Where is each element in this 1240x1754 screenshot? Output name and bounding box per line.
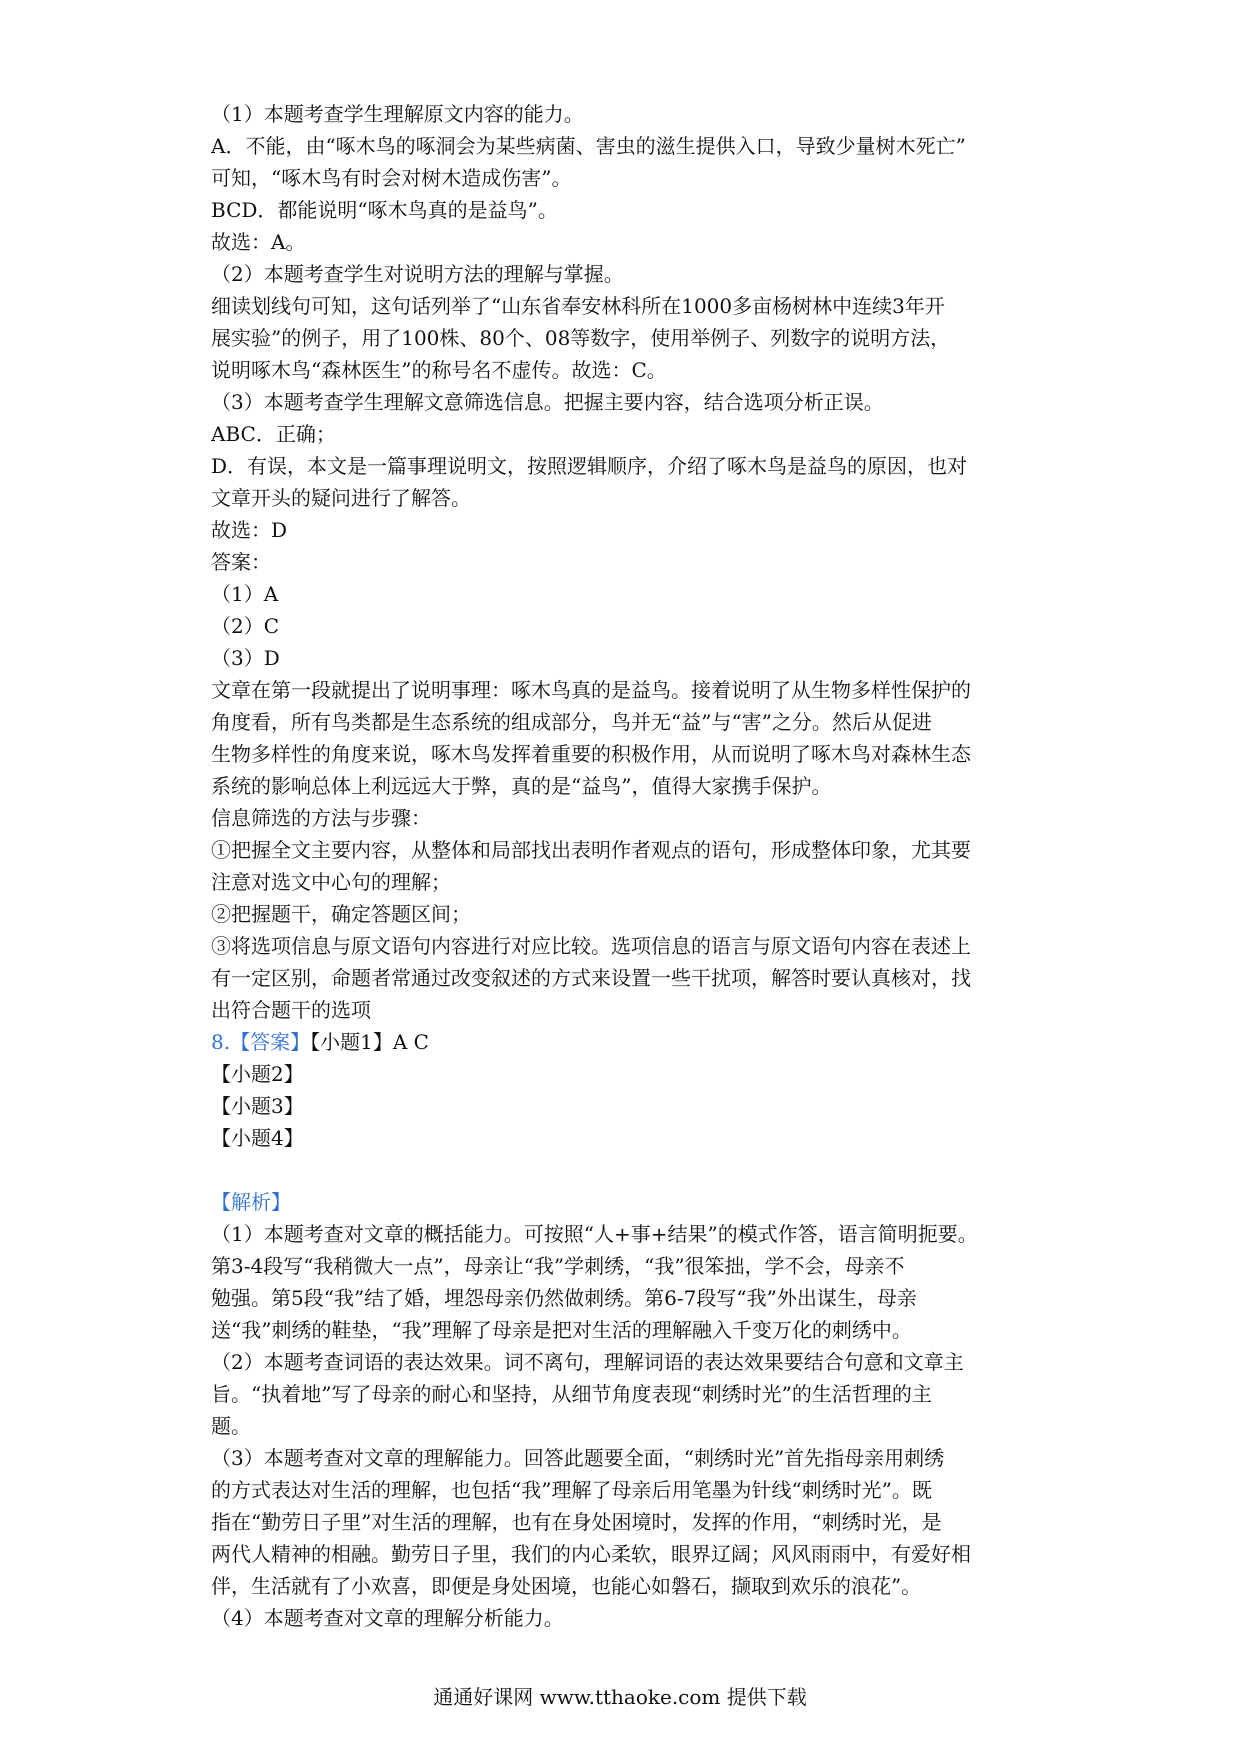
text-line: 细读划线句可知，这句话列举了“山东省奉安林科所在1000多亩杨树林中连续3年开	[211, 294, 945, 318]
text-line: （2）本题考查学生对说明方法的理解与掌握。	[211, 262, 624, 286]
text-line: 故选：A。	[211, 230, 306, 254]
text-line: （4）本题考查对文章的理解分析能力。	[211, 1606, 564, 1630]
analysis-heading: 【解析】	[211, 1190, 291, 1214]
text-line: （3）D	[211, 646, 280, 670]
text-line: 可知，“啄木鸟有时会对树木造成伤害”。	[211, 166, 572, 190]
text-line: 角度看，所有鸟类都是生态系统的组成部分，鸟并无“益”与“害”之分。然后从促进	[211, 710, 932, 734]
text-line: 两代人精神的相融。勤劳日子里，我们的内心柔软，眼界辽阔；风风雨雨中，有爱好相	[211, 1542, 971, 1566]
text-line: 文章在第一段就提出了说明事理：啄木鸟真的是益鸟。接着说明了从生物多样性保护的	[211, 678, 971, 702]
text-line: 伴，生活就有了小欢喜，即便是身处困境，也能心如磐石，撷取到欢乐的浪花”。	[211, 1574, 922, 1598]
text-line: （1）本题考查对文章的概括能力。可按照“人+事+结果”的模式作答，语言简明扼要。	[211, 1222, 978, 1246]
text-line: 【小题3】	[211, 1094, 304, 1118]
text-line: （2）C	[211, 614, 280, 638]
text-line: 信息筛选的方法与步骤：	[211, 806, 431, 830]
text-line: 展实验”的例子，用了100株、80个、08等数字，使用举例子、列数字的说明方法，	[211, 326, 951, 350]
text-line: 生物多样性的角度来说，啄木鸟发挥着重要的积极作用，从而说明了啄木鸟对森林生态	[211, 742, 971, 766]
text-line: ②把握题干，确定答题区间；	[211, 902, 471, 926]
text-line: 的方式表达对生活的理解，也包括“我”理解了母亲后用笔墨为针线“刺绣时光”。既	[211, 1478, 932, 1502]
text-line: ABC．正确；	[211, 422, 336, 446]
text-line: ①把握全文主要内容，从整体和局部找出表明作者观点的语句，形成整体印象，尤其要	[211, 838, 971, 862]
text-line: BCD．都能说明“啄木鸟真的是益鸟”。	[211, 198, 558, 222]
text-line: （3）本题考查学生理解文意筛选信息。把握主要内容，结合选项分析正误。	[211, 390, 884, 414]
text-line: 注意对选文中心句的理解；	[211, 870, 451, 894]
text-line: （1）A	[211, 582, 279, 606]
text-line: 旨。“执着地”写了母亲的耐心和坚持，从细节角度表现“刺绣时光”的生活哲理的主	[211, 1382, 932, 1406]
text-line: 说明啄木鸟“森林医生”的称号名不虚传。故选：C。	[211, 358, 667, 382]
text-line: ③将选项信息与原文语句内容进行对应比较。选项信息的语言与原文语句内容在表述上	[211, 934, 971, 958]
text-line: D．有误，本文是一篇事理说明文，按照逻辑顺序，介绍了啄木鸟是益鸟的原因，也对	[211, 454, 968, 478]
text-line: 勉强。第5段“我”结了婚，埋怨母亲仍然做刺绣。第6-7段写“我”外出谋生，母亲	[211, 1286, 917, 1310]
text-line: 文章开头的疑问进行了解答。	[211, 486, 471, 510]
text-line: 第3-4段写“我稍微大一点”，母亲让“我”学刺绣，“我”很笨拙，学不会，母亲不	[211, 1254, 905, 1278]
text-line: （2）本题考查词语的表达效果。词不离句，理解词语的表达效果要结合句意和文章主	[211, 1350, 964, 1374]
answer-subquestion-1: 【小题1】A C	[310, 1030, 429, 1054]
text-line: 送“我”刺绣的鞋垫，“我”理解了母亲是把对生活的理解融入千变万化的刺绣中。	[211, 1318, 912, 1342]
text-line: 【小题2】	[211, 1062, 304, 1086]
text-line: 故选：D	[211, 518, 288, 542]
text-line: 指在“勤劳日子里”对生活的理解，也有在身处困境时，发挥的作用，“刺绣时光，是	[211, 1510, 942, 1534]
text-line: 出符合题干的选项	[211, 998, 371, 1022]
answer-label: 8.【答案】	[211, 1030, 311, 1054]
text-line: 有一定区别，命题者常通过改变叙述的方式来设置一些干扰项，解答时要认真核对，找	[211, 966, 971, 990]
text-line: 题。	[211, 1414, 251, 1438]
page-footer: 通通好课网 www.tthaoke.com 提供下载	[433, 1685, 807, 1709]
text-line: （1）本题考查学生理解原文内容的能力。	[211, 102, 584, 126]
text-line: A．不能，由“啄木鸟的啄洞会为某些病菌、害虫的滋生提供入口，导致少量树木死亡”	[211, 134, 966, 158]
text-line: 系统的影响总体上利远远大于弊，真的是“益鸟”，值得大家携手保护。	[211, 774, 832, 798]
question-8-answer-line	[211, 1026, 1041, 1058]
text-line: 【小题4】	[211, 1126, 304, 1150]
text-line: 答案：	[211, 550, 271, 574]
text-line: （3）本题考查对文章的理解能力。回答此题要全面，“刺绣时光”首先指母亲用刺绣	[211, 1446, 945, 1470]
